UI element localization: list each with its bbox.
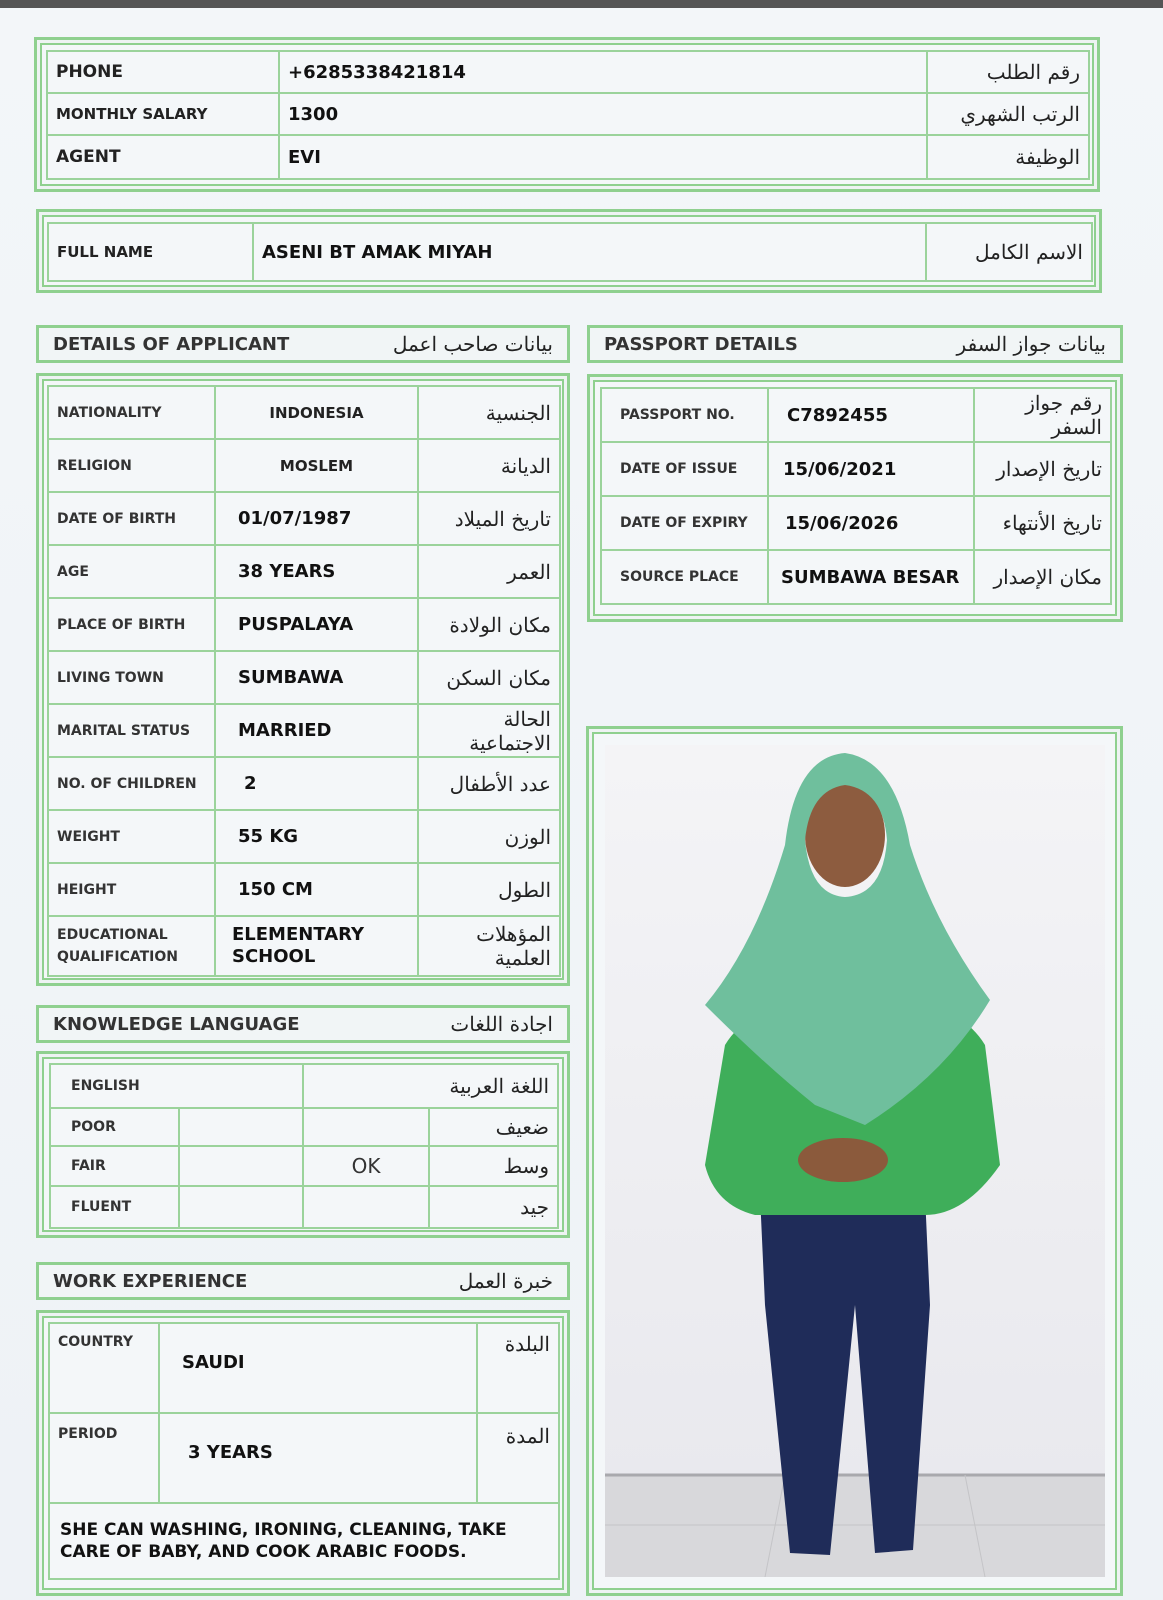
language-header-arabic: اجادة اللغات <box>450 1012 553 1036</box>
salary-label: MONTHLY SALARY <box>47 93 279 135</box>
salary-value: 1300 <box>279 93 927 135</box>
age-label: AGE <box>48 545 215 598</box>
religion-value: MOSLEM <box>215 439 418 492</box>
language-table <box>49 1063 559 1229</box>
fluent-arabic: جيد <box>429 1186 558 1228</box>
contact-row <box>47 51 1089 93</box>
nationality-arabic: الجنسية <box>418 386 560 439</box>
source-place-label: SOURCE PLACE <box>601 550 768 604</box>
country-arabic: البلدة <box>477 1323 559 1413</box>
nationality-value: INDONESIA <box>215 386 418 439</box>
salary-arabic: الرتب الشهري <box>927 93 1089 135</box>
expiry-date-label: DATE OF EXPIRY <box>601 496 768 550</box>
children-label: NO. OF CHILDREN <box>48 757 215 810</box>
fair-arabic-mark: OK <box>303 1146 429 1186</box>
religion-arabic: الديانة <box>418 439 560 492</box>
fluent-english-mark <box>179 1186 303 1228</box>
expiry-date-arabic: تاريخ الأنتهاء <box>974 496 1111 550</box>
poor-arabic-mark <box>303 1108 429 1146</box>
applicant-header-arabic: بيانات صاحب اعمل <box>392 332 553 356</box>
period-label: PERIOD <box>49 1413 159 1503</box>
education-arabic: المؤهلات العلمية <box>418 916 560 976</box>
poor-english-mark <box>179 1108 303 1146</box>
fluent-arabic-mark <box>303 1186 429 1228</box>
children-value: 2 <box>215 757 418 810</box>
issue-date-label: DATE OF ISSUE <box>601 442 768 496</box>
passport-header-arabic: بيانات جواز السفر <box>956 332 1106 356</box>
dob-value: 01/07/1987 <box>215 492 418 545</box>
living-town-value: SUMBAWA <box>215 651 418 704</box>
nationality-label: NATIONALITY <box>48 386 215 439</box>
arabic-column-header: اللغة العربية <box>303 1064 558 1108</box>
applicant-table <box>47 385 561 977</box>
weight-label: WEIGHT <box>48 810 215 863</box>
country-value: SAUDI <box>159 1323 477 1413</box>
living-town-label: LIVING TOWN <box>48 651 215 704</box>
place-of-birth-arabic: مكان الولادة <box>418 598 560 651</box>
weight-arabic: الوزن <box>418 810 560 863</box>
person-figure <box>605 745 1105 1577</box>
issue-date-arabic: تاريخ الإصدار <box>974 442 1111 496</box>
height-label: HEIGHT <box>48 863 215 916</box>
age-value: 38 YEARS <box>215 545 418 598</box>
passport-no-arabic: رقم جواز السفر <box>974 388 1111 442</box>
marital-status-value: MARRIED <box>215 704 418 757</box>
passport-header-title: PASSPORT DETAILS <box>604 333 798 355</box>
language-header-title: KNOWLEDGE LANGUAGE <box>53 1013 300 1035</box>
agent-arabic: الوظيفة <box>927 135 1089 179</box>
passport-table <box>600 387 1112 605</box>
top-edge <box>0 0 1163 8</box>
english-column-header: ENGLISH <box>50 1064 303 1108</box>
poor-arabic: ضعيف <box>429 1108 558 1146</box>
passport-no-value: C7892455 <box>768 388 974 442</box>
source-place-arabic: مكان الإصدار <box>974 550 1111 604</box>
dob-arabic: تاريخ الميلاد <box>418 492 560 545</box>
poor-label: POOR <box>50 1108 179 1146</box>
fair-english-mark <box>179 1146 303 1186</box>
period-arabic: المدة <box>477 1413 559 1503</box>
children-arabic: عدد الأطفال <box>418 757 560 810</box>
age-arabic: العمر <box>418 545 560 598</box>
applicant-header <box>36 325 570 363</box>
issue-date-value: 15/06/2021 <box>768 442 974 496</box>
fair-label: FAIR <box>50 1146 179 1186</box>
living-town-arabic: مكان السكن <box>418 651 560 704</box>
expiry-date-value: 15/06/2026 <box>768 496 974 550</box>
contact-row <box>47 135 1089 179</box>
work-header <box>36 1262 570 1300</box>
height-value: 150 CM <box>215 863 418 916</box>
religion-label: RELIGION <box>48 439 215 492</box>
fair-arabic: وسط <box>429 1146 558 1186</box>
contact-table <box>46 50 1090 180</box>
full-name-value: ASENI BT AMAK MIYAH <box>253 223 926 281</box>
marital-status-label: MARITAL STATUS <box>48 704 215 757</box>
phone-label: PHONE <box>47 51 279 93</box>
full-name-label: FULL NAME <box>48 223 253 281</box>
fluent-label: FLUENT <box>50 1186 179 1228</box>
passport-header <box>587 325 1123 363</box>
place-of-birth-value: PUSPALAYA <box>215 598 418 651</box>
height-arabic: الطول <box>418 863 560 916</box>
dob-label: DATE OF BIRTH <box>48 492 215 545</box>
work-header-arabic: خبرة العمل <box>458 1269 553 1293</box>
language-header <box>36 1005 570 1043</box>
work-header-title: WORK EXPERIENCE <box>53 1270 248 1292</box>
place-of-birth-label: PLACE OF BIRTH <box>48 598 215 651</box>
phone-value: +6285338421814 <box>279 51 927 93</box>
full-name-table <box>47 222 1093 282</box>
country-label: COUNTRY <box>49 1323 159 1413</box>
period-value: 3 YEARS <box>159 1413 477 1503</box>
education-label: EDUCATIONAL QUALIFICATION <box>48 916 215 976</box>
education-value: ELEMENTARY SCHOOL <box>215 916 418 976</box>
applicant-photo <box>605 745 1105 1577</box>
agent-label: AGENT <box>47 135 279 179</box>
full-name-arabic: الاسم الكامل <box>926 223 1092 281</box>
contact-row <box>47 93 1089 135</box>
passport-no-label: PASSPORT NO. <box>601 388 768 442</box>
work-table <box>48 1322 560 1580</box>
phone-arabic: رقم الطلب <box>927 51 1089 93</box>
work-skills-note: SHE CAN WASHING, IRONING, CLEANING, TAKE CARE OF BABY, AND COOK ARABIC FOODS. <box>49 1503 559 1579</box>
agent-value: EVI <box>279 135 927 179</box>
source-place-value: SUMBAWA BESAR <box>768 550 974 604</box>
marital-status-arabic: الحالة الاجتماعية <box>418 704 560 757</box>
applicant-header-title: DETAILS OF APPLICANT <box>53 333 290 355</box>
weight-value: 55 KG <box>215 810 418 863</box>
